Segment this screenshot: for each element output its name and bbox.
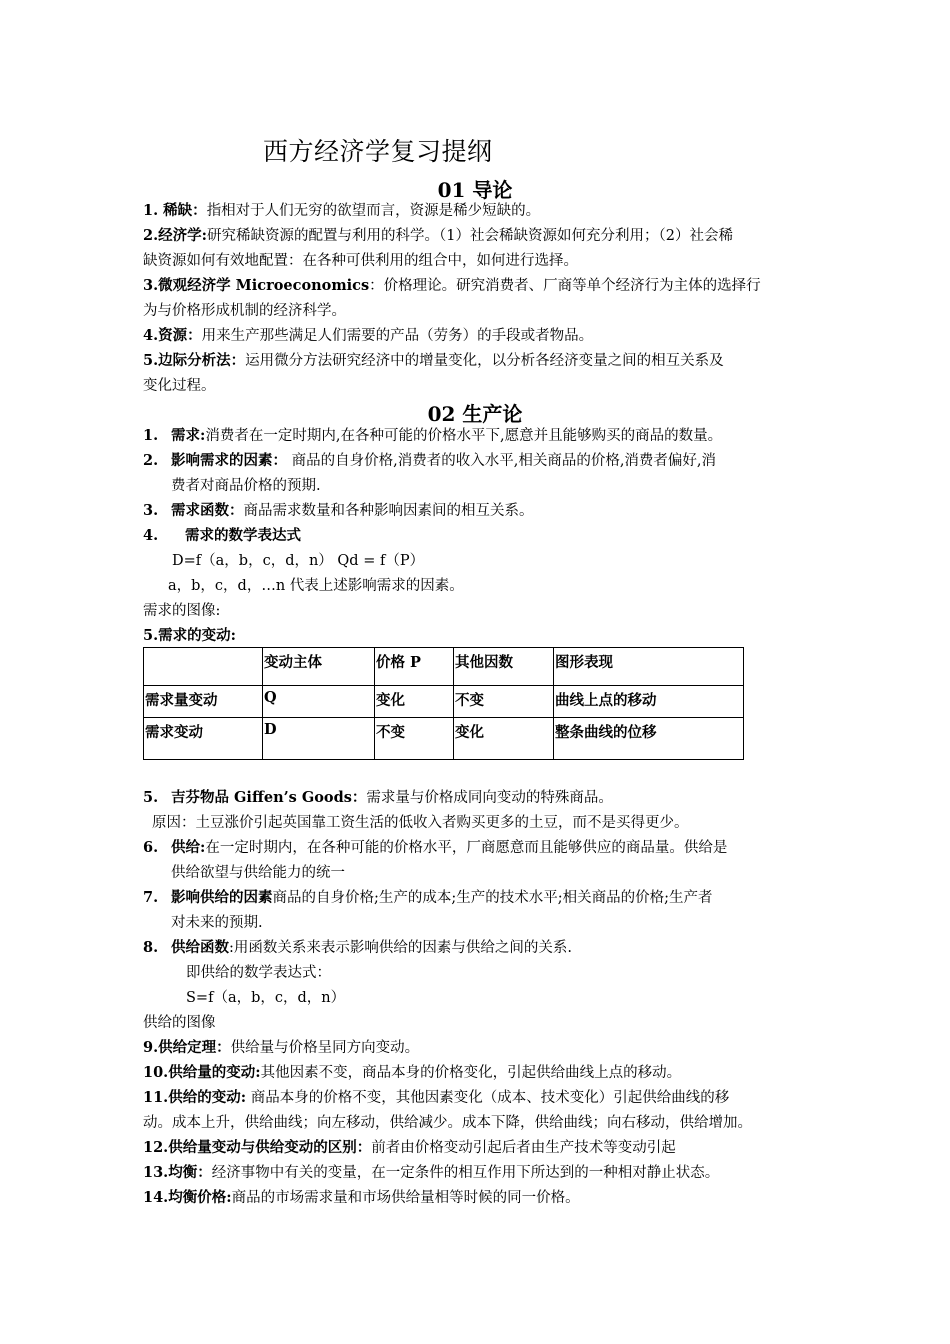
prod-item-14: 14.均衡价格:商品的市场需求量和市场供给量相等时候的同一价格。 [143, 1189, 580, 1206]
prod-item-2: 2. 影响需求的因素： 商品的自身价格,消费者的收入水平,相关商品的价格,消费者偏好,消 [143, 452, 717, 469]
intro-item-3: 3.微观经济学 Microeconomics：价格理论。研究消费者、厂商等单个经济行为主体的选择行 [143, 277, 761, 294]
intro-item-5-cont: 变化过程。 [143, 378, 216, 394]
prod-item-9: 9.供给定理：供给量与价格呈同方向变动。 [143, 1039, 420, 1056]
table-cell: 需求量变动 [144, 686, 263, 718]
supply-formula-intro: 即供给的数学表达式： [186, 965, 331, 981]
section-heading-intro: 01 导论 [437, 178, 513, 202]
prod-item-giffen: 5. 吉芬物品 Giffen’s Goods：需求量与价格成同向变动的特殊商品。 [143, 789, 613, 806]
table-cell: 价格 P [375, 648, 454, 686]
prod-item-3: 3. 需求函数：商品需求数量和各种影响因素间的相互关系。 [143, 502, 534, 519]
table-row [144, 686, 744, 718]
document-title: 西方经济学复习提纲 [263, 137, 493, 166]
table-cell: 整条曲线的位移 [554, 718, 744, 760]
intro-item-3-cont: 为与价格形成机制的经济科学。 [143, 303, 346, 319]
prod-item-10: 10.供给量的变动:其他因素不变，商品本身的价格变化，引起供给曲线上点的移动。 [143, 1064, 682, 1081]
prod-item-4: 4. 需求的数学表达式 [143, 527, 301, 544]
demand-change-table [143, 647, 744, 760]
prod-item-2-cont: 费者对商品价格的预期. [171, 478, 321, 494]
prod-item-11-cont: 动。成本上升，供给曲线；向左移动，供给减少。成本下降，供给曲线；向右移动，供给增加。 [143, 1115, 752, 1131]
intro-item-1: 1. 稀缺：指相对于人们无穷的欲望而言，资源是稀少短缺的。 [143, 202, 541, 219]
intro-item-2-cont: 缺资源如何有效地配置：在各种可供利用的组合中，如何进行选择。 [143, 253, 578, 269]
table-cell: 图形表现 [554, 648, 744, 686]
prod-item-13: 13.均衡：经济事物中有关的变量，在一定条件的相互作用下所达到的一种相对静止状态。 [143, 1164, 720, 1181]
table-cell: 变化 [375, 686, 454, 718]
table-cell [144, 648, 263, 686]
demand-formula-note: a，b，c，d，…n 代表上述影响需求的因素。 [168, 578, 464, 594]
section-heading-production: 02 生产论 [427, 402, 523, 426]
demand-formula: D=f（a，b，c，d，n） Qd = f（P） [172, 553, 425, 569]
prod-item-supply-cont: 供给欲望与供给能力的统一 [171, 865, 345, 881]
demand-graph-label: 需求的图像: [143, 603, 221, 619]
giffen-reason: 原因：土豆涨价引起英国靠工资生活的低收入者购买更多的土豆，而不是买得更少。 [152, 815, 689, 831]
table-cell: 不变 [454, 686, 554, 718]
prod-item-supply-function: 8. 供给函数:用函数关系来表示影响供给的因素与供给之间的关系. [143, 939, 572, 956]
prod-item-11: 11.供给的变动: 商品本身的价格不变，其他因素变化（成本、技术变化）引起供给曲线的移 [143, 1089, 730, 1106]
table-cell: 需求变动 [144, 718, 263, 760]
intro-item-2: 2.经济学:研究稀缺资源的配置与利用的科学。（1）社会稀缺资源如何充分利用；（2）社会稀 [143, 227, 733, 244]
intro-item-5: 5.边际分析法：运用微分方法研究经济中的增量变化，以分析各经济变量之间的相互关系及 [143, 352, 724, 369]
prod-item-supply-factors: 7. 影响供给的因素商品的自身价格;生产的成本;生产的技术水平;相关商品的价格;生产者 [143, 889, 713, 906]
prod-item-supply-factors-cont: 对未来的预期. [171, 915, 263, 931]
supply-graph-label: 供给的图像 [143, 1015, 216, 1031]
table-cell: Q [263, 686, 375, 718]
table-header-row [144, 648, 744, 686]
supply-formula: S=f（a，b，c，d，n） [186, 990, 346, 1006]
table-cell: 变化 [454, 718, 554, 760]
table-cell: D [263, 718, 375, 760]
intro-item-4: 4.资源：用来生产那些满足人们需要的产品（劳务）的手段或者物品。 [143, 327, 594, 344]
table-cell: 其他因数 [454, 648, 554, 686]
demand-change-label: 5.需求的变动: [143, 627, 236, 644]
prod-item-12: 12.供给量变动与供给变动的区别：前者由价格变动引起后者由生产技术等变动引起 [143, 1139, 676, 1156]
table-cell: 变动主体 [263, 648, 375, 686]
prod-item-1: 1. 需求:消费者在一定时期内,在各种可能的价格水平下,愿意并且能够购买的商品的数量。 [143, 427, 723, 444]
prod-item-supply: 6. 供给:在一定时期内，在各种可能的价格水平，厂商愿意而且能够供应的商品量。供给是 [143, 839, 728, 856]
table-row [144, 718, 744, 760]
table-cell: 曲线上点的移动 [554, 686, 744, 718]
table-cell: 不变 [375, 718, 454, 760]
